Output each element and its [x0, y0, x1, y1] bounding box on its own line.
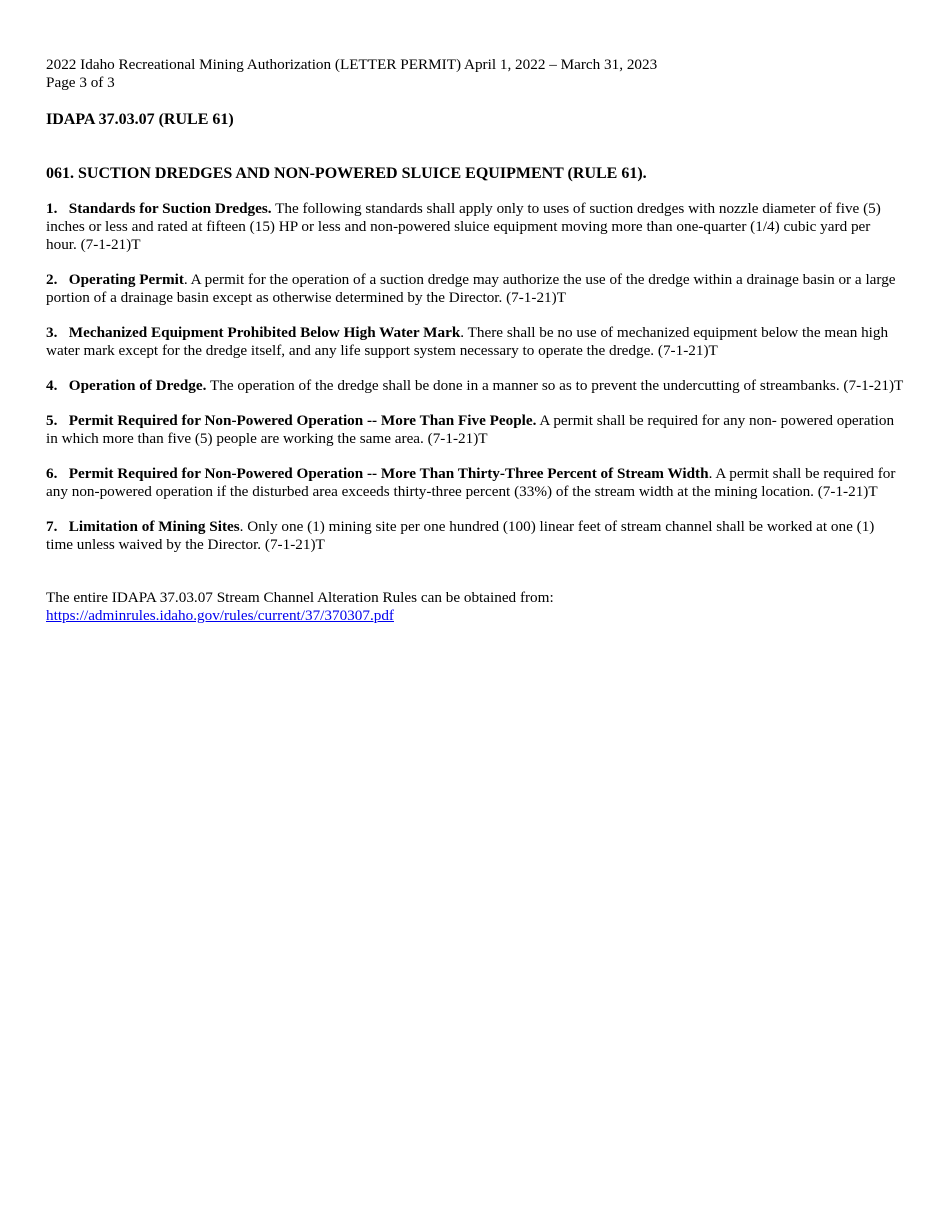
rules-pdf-link[interactable]: https://adminrules.idaho.gov/rules/current/37/370307.pdf [46, 607, 394, 624]
paragraph-heading: Operation of Dredge. [68, 377, 207, 394]
idapa-heading: IDAPA 37.03.07 (RULE 61) [46, 111, 234, 128]
closing-note [46, 589, 904, 625]
paragraph-body: The operation of the dredge shall be done in a manner so as to prevent the undercutting of streambanks. (7-1-21)T [209, 377, 904, 394]
paragraph-body: A permit shall be required for any non- powered operation in which more than five (5) people are working the same area. (7-1-21)T [46, 412, 895, 447]
rule-paragraph-2 [46, 271, 904, 307]
paragraph-number: 1. [46, 200, 58, 217]
rule-paragraph-4 [46, 377, 904, 395]
paragraph-heading: Mechanized Equipment Prohibited Below High Water Mark [68, 324, 461, 341]
paragraph-number: 4. [46, 377, 58, 394]
paragraph-heading: Standards for Suction Dredges. [68, 200, 272, 217]
rule-paragraph-3 [46, 324, 904, 360]
paragraph-heading: Permit Required for Non-Powered Operation -- More Than Thirty-Three Percent of Stream Width [68, 465, 709, 482]
paragraph-heading: Limitation of Mining Sites [68, 518, 240, 535]
paragraph-number: 6. [46, 465, 58, 482]
closing-text: The entire IDAPA 37.03.07 Stream Channel Alteration Rules can be obtained from: [46, 589, 554, 606]
rule-paragraph-1 [46, 200, 904, 254]
page-number: Page 3 of 3 [46, 74, 115, 91]
paragraph-body: . Only one (1) mining site per one hundred (100) linear feet of stream channel shall be worked at one (1) time unless waived by the Director. (7-1-21)T [46, 518, 875, 553]
paragraph-heading: Operating Permit [68, 271, 184, 288]
paragraph-heading: Permit Required for Non-Powered Operation -- More Than Five People. [68, 412, 537, 429]
paragraph-body: . There shall be no use of mechanized equipment below the mean high water mark except for the dredge itself, and any life support system necessary to operate the dredge. (7-1-21)T [46, 324, 889, 359]
header-title: 2022 Idaho Recreational Mining Authorization (LETTER PERMIT) April 1, 2022 – March 31, 2023 [46, 56, 658, 73]
paragraph-number: 5. [46, 412, 58, 429]
paragraph-number: 3. [46, 324, 58, 341]
rule-paragraph-5 [46, 412, 904, 448]
page-header [46, 56, 904, 92]
paragraph-body: . A permit for the operation of a suction dredge may authorize the use of the dredge within a drainage basin or a large portion of a drainage basin except as otherwise determined by the Director. (7-1-21)T [46, 271, 896, 306]
rule-paragraph-6 [46, 465, 904, 501]
paragraph-body: The following standards shall apply only to uses of suction dredges with nozzle diameter of five (5) inches or less and rated at fifteen (15) HP or less and non-powered sluice equipment moving more than one-quarter (1/4) cubic yard per hour. (7-1-21)T [46, 200, 881, 253]
section-title: 061. SUCTION DREDGES AND NON-POWERED SLUICE EQUIPMENT (RULE 61). [46, 165, 647, 182]
rule-paragraph-7 [46, 518, 904, 554]
paragraph-body: . A permit shall be required for any non-powered operation if the disturbed area exceeds thirty-three percent (33%) of the stream width at the mining location. (7-1-21)T [46, 465, 896, 500]
paragraph-number: 7. [46, 518, 58, 535]
paragraph-number: 2. [46, 271, 58, 288]
